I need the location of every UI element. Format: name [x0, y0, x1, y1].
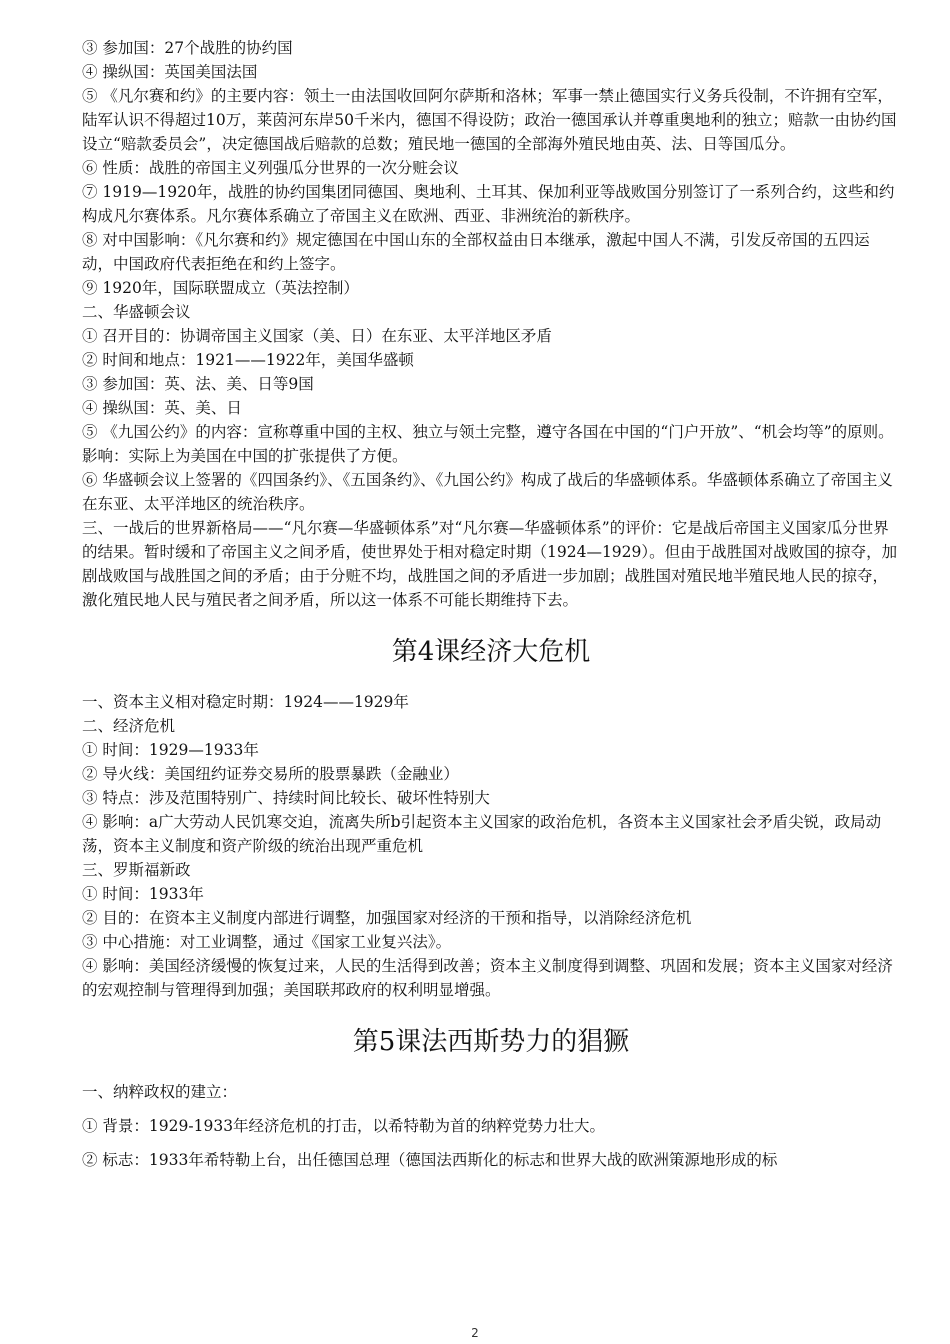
text-line: ④ 操纵国：英、美、日: [82, 399, 242, 417]
section-heading: 二、华盛顿会议: [82, 303, 191, 321]
text-line: ⑨ 1920年，国际联盟成立（英法控制）: [82, 279, 359, 297]
lesson-4-title: 第4课经济大危机: [391, 637, 591, 667]
text-line: ① 时间：1933年: [82, 885, 204, 903]
text-line: ⑧ 对中国影响：《凡尔赛和约》规定德国在中国山东的全部权益由日本继承，激起中国人不满，引发反帝国的五四运动，中国政府代表拒绝在和约上签字。: [82, 231, 870, 273]
text-line: ③ 特点：涉及范围特别广、持续时间比较长、破坏性特别大: [82, 789, 490, 807]
text-line: ④ 影响：a广大劳动人民饥寒交迫，流离失所b引起资本主义国家的政治危机，各资本主义国家社会矛盾尖锐，政局动荡，资本主义制度和资产阶级的统治出现严重危机: [82, 813, 882, 855]
section-heading: 一、纳粹政权的建立：: [82, 1083, 238, 1101]
text-line: ② 标志：1933年希特勒上台，出任德国总理（德国法西斯化的标志和世界大战的欧洲策源地形成的标: [82, 1151, 778, 1169]
text-line: ⑤ 《凡尔赛和约》的主要内容：领土一由法国收回阿尔萨斯和洛林；军事一禁止德国实行义务兵役制，不许拥有空军，陆军认识不得超过10万，莱茵河东岸50千米内，德国不得设防；政治一德国承认并尊重奥地利的独立；赔款一由协约国设立“赔款委员会”，决定德国战后赔款的总数；殖民地一德国的全部海外殖民地由英、法、日等国瓜分。: [82, 87, 897, 153]
text-line: ③ 参加国：27个战胜的协约国: [82, 39, 293, 57]
text-line: ⑤ 《九国公约》的内容：宣称尊重中国的主权、独立与领土完整，遵守各国在中国的“门户开放”、“机会均等”的原则。影响：实际上为美国在中国的扩张提供了方便。: [82, 423, 894, 465]
text-line: ④ 操纵国：英国美国法国: [82, 63, 258, 81]
text-line: ③ 中心措施：对工业调整，通过《国家工业复兴法》。: [82, 933, 452, 951]
text-line: ④ 影响：美国经济缓慢的恢复过来，人民的生活得到改善；资本主义制度得到调整、巩固和发展；资本主义国家对经济的宏观控制与管理得到加强；美国联邦政府的权利明显增强。: [82, 957, 893, 999]
text-line: ① 时间：1929—1933年: [82, 741, 259, 759]
text-line: ① 召开目的：协调帝国主义国家（美、日）在东亚、太平洋地区矛盾: [82, 327, 552, 345]
section-heading: 一、资本主义相对稳定时期：1924——1929年: [82, 693, 409, 711]
document-page: [82, 36, 900, 1172]
lesson-5-body: [82, 1080, 900, 1172]
page-number: 2: [471, 1326, 479, 1340]
section-heading: 二、经济危机: [82, 717, 176, 735]
section-heading: 三、一战后的世界新格局——“凡尔赛—华盛顿体系”对“凡尔赛—华盛顿体系”的评价：它是战后帝国主义国家瓜分世界的结果。暂时缓和了帝国主义之间矛盾，使世界处于相对稳定时期（1924—1929）。但由于战胜国对战败国的掠夺，加剧战败国与战胜国之间的矛盾；由于分赃不均，战胜国之间的矛盾进一步加剧；战胜国对殖民地半殖民地人民的掠夺，激化殖民地人民与殖民者之间矛盾，所以这一体系不可能长期维持下去。: [82, 519, 898, 609]
text-line: ③ 参加国：英、法、美、日等9国: [82, 375, 314, 393]
section-1-tail: [82, 36, 900, 612]
lesson-5-title: 第5课法西斯势力的猖獗: [352, 1027, 630, 1057]
text-line: ⑥ 华盛顿会议上签署的《四国条约》、《五国条约》、《九国公约》构成了战后的华盛顿体系。华盛顿体系确立了帝国主义在东亚、太平洋地区的统治秩序。: [82, 471, 893, 513]
text-line: ② 时间和地点：1921——1922年，美国华盛顿: [82, 351, 414, 369]
text-line: ⑦ 1919—1920年，战胜的协约国集团同德国、奥地利、土耳其、保加利亚等战败国分别签订了一系列合约，这些和约构成凡尔赛体系。凡尔赛体系确立了帝国主义在欧洲、西亚、非洲统治的新秩序。: [82, 183, 895, 225]
lesson-4-body: [82, 690, 900, 1002]
text-line: ② 目的：在资本主义制度内部进行调整，加强国家对经济的干预和指导，以消除经济危机: [82, 909, 692, 927]
text-line: ⑥ 性质：战胜的帝国主义列强瓜分世界的一次分赃会议: [82, 159, 459, 177]
text-line: ② 导火线：美国纽约证券交易所的股票暴跌（金融业）: [82, 765, 459, 783]
section-heading: 三、罗斯福新政: [82, 861, 191, 879]
text-line: ① 背景：1929-1933年经济危机的打击，以希特勒为首的纳粹党势力壮大。: [82, 1117, 606, 1135]
